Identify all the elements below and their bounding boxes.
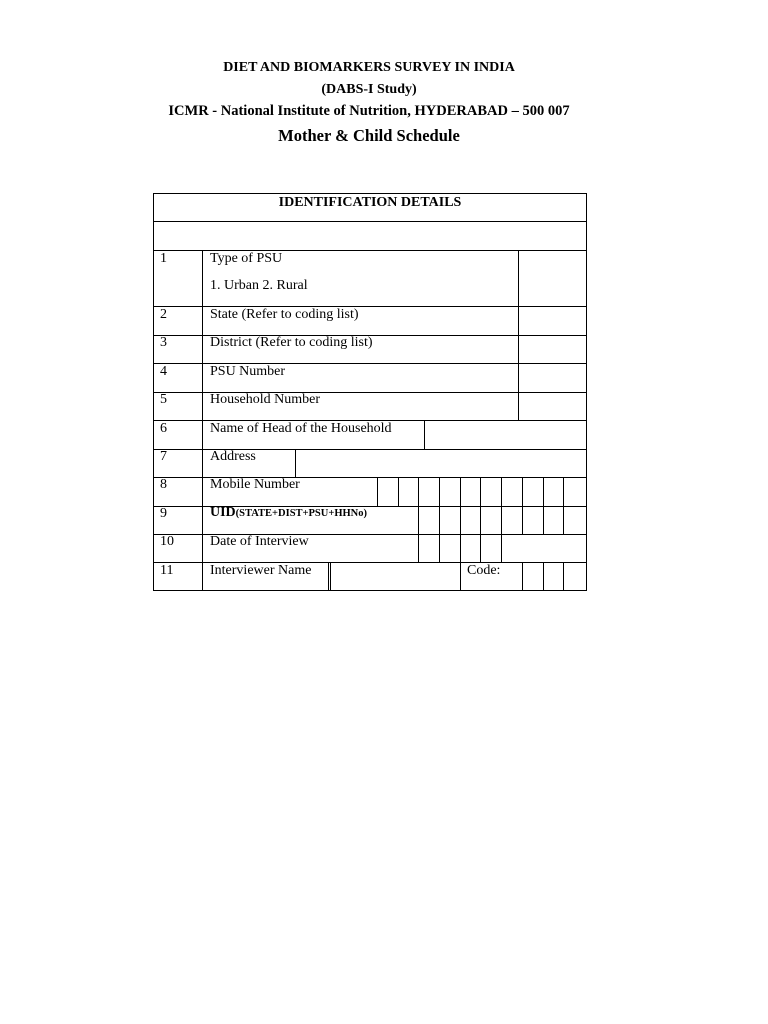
psu-type-options: 1. Urban 2. Rural (210, 278, 308, 293)
interviewer-code-boxes[interactable] (523, 563, 586, 590)
institute-name: ICMR - National Institute of Nutrition, HYDERABAD – 500 007 (168, 103, 570, 119)
mobile-number-label: Mobile Number (210, 477, 300, 492)
row-number: 2 (160, 307, 167, 322)
study-name: (DABS-I Study) (321, 82, 417, 97)
uid-label-format: (STATE+DIST+PSU+HHNo) (235, 508, 368, 519)
district-field[interactable] (519, 336, 586, 363)
interview-date-boxes[interactable] (419, 535, 501, 562)
address-label: Address (210, 449, 256, 464)
row-number: 1 (160, 251, 167, 266)
code-label: Code: (467, 563, 501, 578)
household-number-label: Household Number (210, 392, 321, 407)
row-number: 5 (160, 392, 167, 407)
row-number: 8 (160, 477, 167, 492)
table-line (328, 562, 329, 591)
head-of-household-label: Name of Head of the Household (210, 421, 392, 436)
table-line (202, 250, 203, 591)
table-line (501, 534, 502, 562)
table-line (460, 562, 461, 591)
interview-date-label: Date of Interview (210, 534, 309, 549)
table-border (153, 193, 154, 591)
row-number: 6 (160, 421, 167, 436)
identification-form (153, 193, 587, 591)
table-line (153, 221, 587, 222)
row-number: 11 (160, 563, 174, 578)
district-label: District (Refer to coding list) (210, 335, 373, 350)
head-of-household-field[interactable] (425, 421, 586, 449)
uid-label (210, 505, 367, 521)
table-border (153, 193, 587, 194)
uid-digit-boxes[interactable] (419, 507, 586, 534)
table-border (586, 193, 587, 591)
state-field[interactable] (519, 307, 586, 335)
survey-title: DIET AND BIOMARKERS SURVEY IN INDIA (223, 60, 515, 75)
address-field[interactable] (296, 450, 586, 477)
psu-number-label: PSU Number (210, 364, 286, 379)
interviewer-name-label: Interviewer Name (210, 563, 312, 578)
row-number: 4 (160, 364, 167, 379)
household-number-field[interactable] (519, 393, 586, 420)
state-label: State (Refer to coding list) (210, 307, 359, 322)
psu-type-label: Type of PSU (210, 251, 283, 266)
row-number: 9 (160, 506, 167, 521)
uid-label-main: UID (210, 505, 236, 520)
interviewer-name-field[interactable] (331, 563, 460, 590)
section-title: IDENTIFICATION DETAILS (278, 195, 462, 210)
row-number: 7 (160, 449, 167, 464)
psu-type-field[interactable] (519, 251, 586, 306)
psu-number-field[interactable] (519, 364, 586, 392)
mobile-number-digit-boxes[interactable] (378, 478, 586, 506)
row-number: 10 (160, 534, 174, 549)
row-number: 3 (160, 335, 167, 350)
schedule-title: Mother & Child Schedule (278, 126, 460, 145)
